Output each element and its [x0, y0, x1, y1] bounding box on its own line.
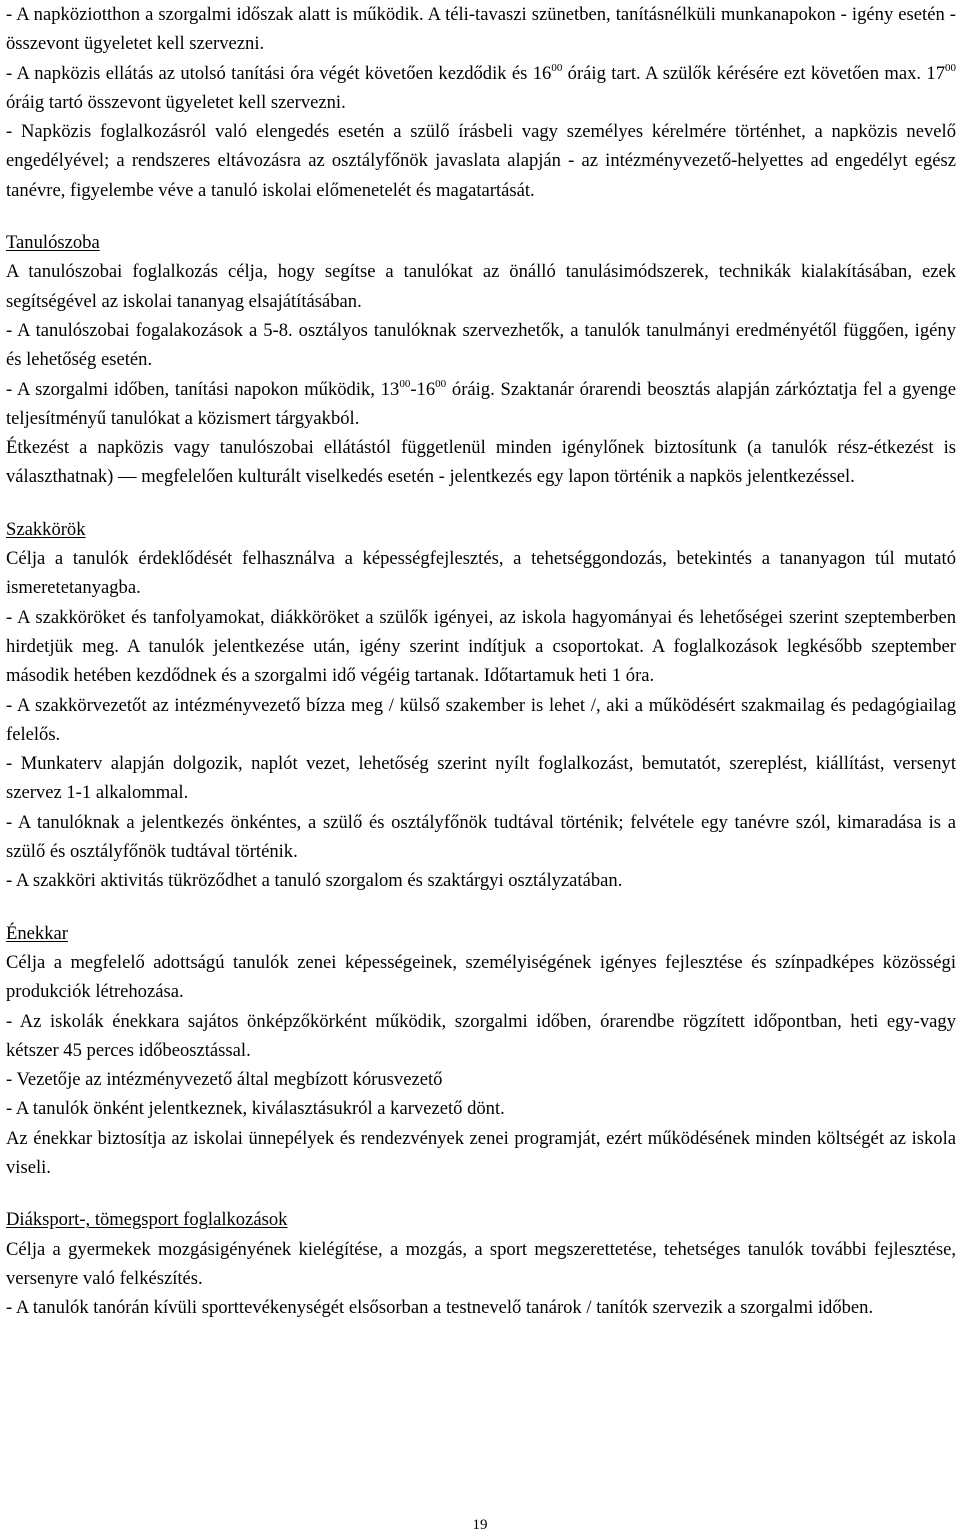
szakkorok-paragraph-6: - A szakköri aktivitás tükröződhet a tanuló szorgalom és szaktárgyi osztályzatában. — [6, 870, 623, 892]
text-segment: - A szorgalmi időben, tanítási napokon működik, 13 — [6, 378, 400, 400]
enekkar-paragraph-3: - Vezetője az intézményvezető által megbízott kórusvezető — [6, 1069, 443, 1091]
napkozi-paragraph-2 — [6, 59, 956, 118]
text-segment: - A napközis ellátás az utolsó tanítási óra végét követően kezdődik és 16 — [6, 62, 552, 84]
szakkorok-paragraph-4: - Munkaterv alapján dolgozik, naplót vezet, lehetőség szerint nyílt foglalkozást, bemutatót, szereplést, kiállítást, versenyt szervez 1-1 alkalommal. — [6, 753, 956, 804]
napkozi-paragraph-1: - A napköziotthon a szorgalmi időszak alatt is működik. A téli-tavaszi szünetben, tanításnélküli munkanapokon - igény esetén - összevont ügyeletet kell szervezni. — [6, 4, 956, 55]
enekkar-paragraph-5: Az énekkar biztosítja az iskolai ünnepélyek és rendezvények zenei programját, ezért működésének minden költségét az iskola viseli. — [6, 1127, 956, 1178]
section-gap — [6, 205, 956, 228]
section-gap — [6, 492, 956, 515]
enekkar-paragraph-4: - A tanulók önként jelentkeznek, kiválasztásukról a karvezető dönt. — [6, 1098, 505, 1120]
tanuloszoba-paragraph-3 — [6, 375, 956, 434]
szakkorok-paragraph-2: - A szakköröket és tanfolyamokat, diákköröket a szülők igényei, az iskola hagyományai és lehetőségei szerint szeptemberben hirdetjük meg. A tanulók jelentkezése után, igény szerint indítjuk a csoportokat. A foglalkozások legkésőbb szeptember második hetében kezdődnek és a szorgalmi idő végéig tartanak. Időtartamuk heti 1 óra. — [6, 606, 956, 687]
szakkorok-paragraph-5: - A tanulóknak a jelentkezés önkéntes, a szülő és osztályfőnök tudtával történik; felvétele egy tanévre szól, kimaradása is a szülő és osztályfőnök tudtával történik. — [6, 811, 956, 863]
tanuloszoba-paragraph-1: A tanulószobai foglalkozás célja, hogy segítse a tanulókat az önálló tanulásimódszerek, technikák kialakításában, ezek segítségével az iskolai tananyag elsajátításában. — [6, 261, 956, 312]
enekkar-paragraph-1: Célja a megfelelő adottságú tanulók zenei képességeinek, személyiségének igényes fejlesztése és színpadképes közösségi produkciók létrehozása. — [6, 951, 956, 1003]
text-segment: -16 — [410, 378, 436, 400]
napkozi-paragraph-3: - Napközis foglalkozásról való elengedés esetén a szülő írásbeli vagy személyes kérelmére történhet, a napközis nevelő engedélyével; a rendszeres eltávozásra az osztályfőnök javaslata alapján - az intézményvezető-helyettes ad engedélyt egész tanévre, figyelembe véve a tanuló iskolai előmenetelét és magatartását. — [6, 121, 956, 201]
text-segment: óráig tartó összevont ügyeletet kell szervezni. — [6, 91, 346, 113]
diaksport-paragraph-1: Célja a gyermekek mozgásigényének kielégítése, a mozgás, a sport megszerettetése, tehetséges tanulók további fejlesztése, versenyre való felkészítés. — [6, 1238, 956, 1289]
text-segment: óráig. Szaktanár órarendi beosztás alapján zárkóztatja fel a gyenge teljesítményű tanulókat a közismert tárgyakból. — [6, 378, 956, 429]
superscript: 00 — [945, 61, 956, 74]
section-heading-diaksport: Diáksport-, tömegsport foglalkozások — [6, 1209, 288, 1231]
section-gap — [6, 896, 956, 919]
superscript: 00 — [435, 377, 447, 390]
szakkorok-paragraph-1: Célja a tanulók érdeklődését felhasználva a képességfejlesztés, a tehetséggondozás, betekintés a tananyagon túl mutató ismeretetanyagba. — [6, 548, 956, 599]
section-heading-tanuloszoba: Tanulószoba — [6, 232, 100, 254]
szakkorok-paragraph-3: - A szakkörvezetőt az intézményvezető bízza meg / külső szakember is lehet /, aki a működésért szakmailag és pedagógiailag felelős. — [6, 694, 956, 745]
section-gap — [6, 1182, 956, 1205]
diaksport-paragraph-2: - A tanulók tanórán kívüli sporttevékenységét elsősorban a testnevelő tanárok / tanítók szervezik a szorgalmi időben. — [6, 1297, 874, 1319]
document-page — [6, 0, 956, 1322]
section-heading-szakkorok: Szakkörök — [6, 518, 86, 540]
section-heading-enekkar: Énekkar — [6, 922, 68, 944]
enekkar-paragraph-2: - Az iskolák énekkara sajátos önképzőkörként működik, szorgalmi időben, órarendbe rögzített időpontban, heti egy-vagy kétszer 45 perces időbeosztással. — [6, 1010, 956, 1061]
superscript: 00 — [551, 61, 563, 74]
tanuloszoba-paragraph-2: - A tanulószobai fogalakozások a 5-8. osztályos tanulóknak szervezhetők, a tanulók tanulmányi eredményétől függően, igény és lehetőség esetén. — [6, 319, 956, 371]
text-segment: óráig tart. A szülők kérésére ezt követően max. 17 — [562, 62, 945, 84]
page-number: 19 — [472, 1517, 488, 1533]
etkezes-paragraph: Étkezést a napközis vagy tanulószobai ellátástól függetlenül minden igénylőnek biztosítunk (a tanulók rész-étkezést is választhatnak) ― megfelelően kulturált viselkedés esetén - jelentkezés egy lapon történik a napkös jelentkezéssel. — [6, 437, 956, 488]
superscript: 00 — [399, 377, 411, 390]
